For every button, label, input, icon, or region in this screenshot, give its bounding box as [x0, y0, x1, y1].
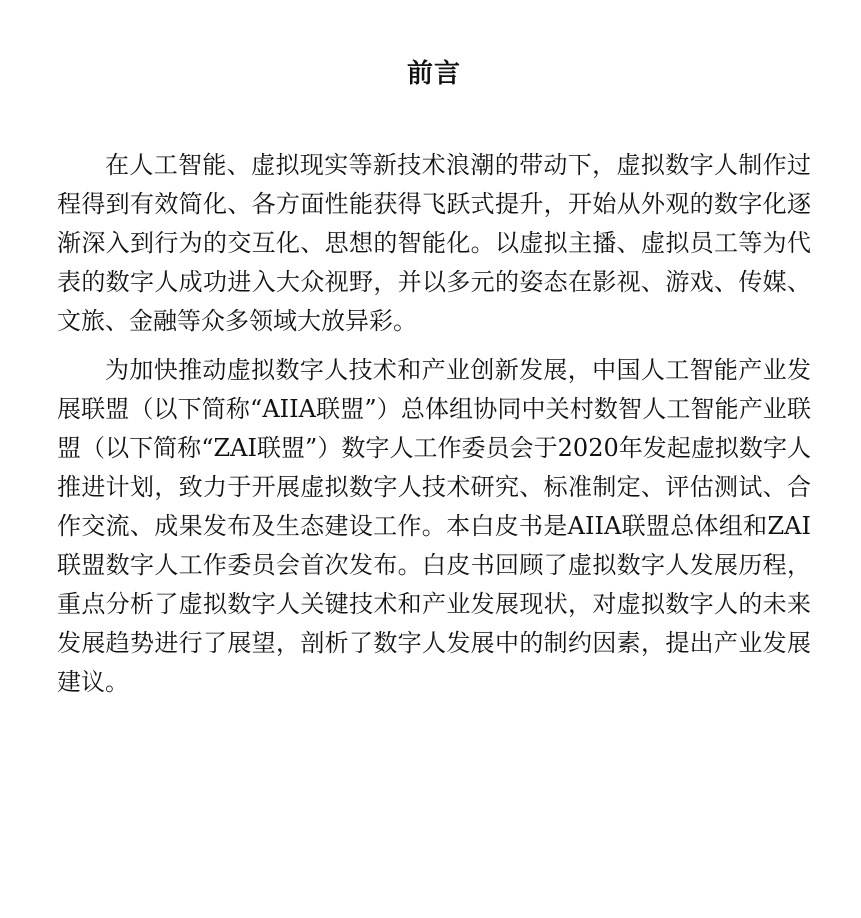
paragraph-1: 在人工智能、虚拟现实等新技术浪潮的带动下，虚拟数字人制作过程得到有效简化、各方面性能获得飞跃式提升，开始从外观的数字化逐渐深入到行为的交互化、思想的智能化。以虚拟主播、虚拟员工等为代表的数字人成功进入大众视野，并以多元的姿态在影视、游戏、传媒、文旅、金融等众多领域大放异彩。	[57, 151, 811, 335]
page-title: 前言	[406, 59, 461, 89]
paragraph-2: 为加快推动虚拟数字人技术和产业创新发展，中国人工智能产业发展联盟（以下简称“AIIA联盟”）总体组协同中关村数智人工智能产业联盟（以下简称“ZAI联盟”）数字人工作委员会于2020年发起虚拟数字人推进计划，致力于开展虚拟数字人技术研究、标准制定、评估测试、合作交流、成果发布及生态建设工作。本白皮书是AIIA联盟总体组和ZAI联盟数字人工作委员会首次发布。白皮书回顾了虚拟数字人发展历程，重点分析了虚拟数字人关键技术和产业发展现状，对虚拟数字人的未来发展趋势进行了展望，剖析了数字人发展中的制约因素，提出产业发展建议。	[57, 356, 811, 696]
